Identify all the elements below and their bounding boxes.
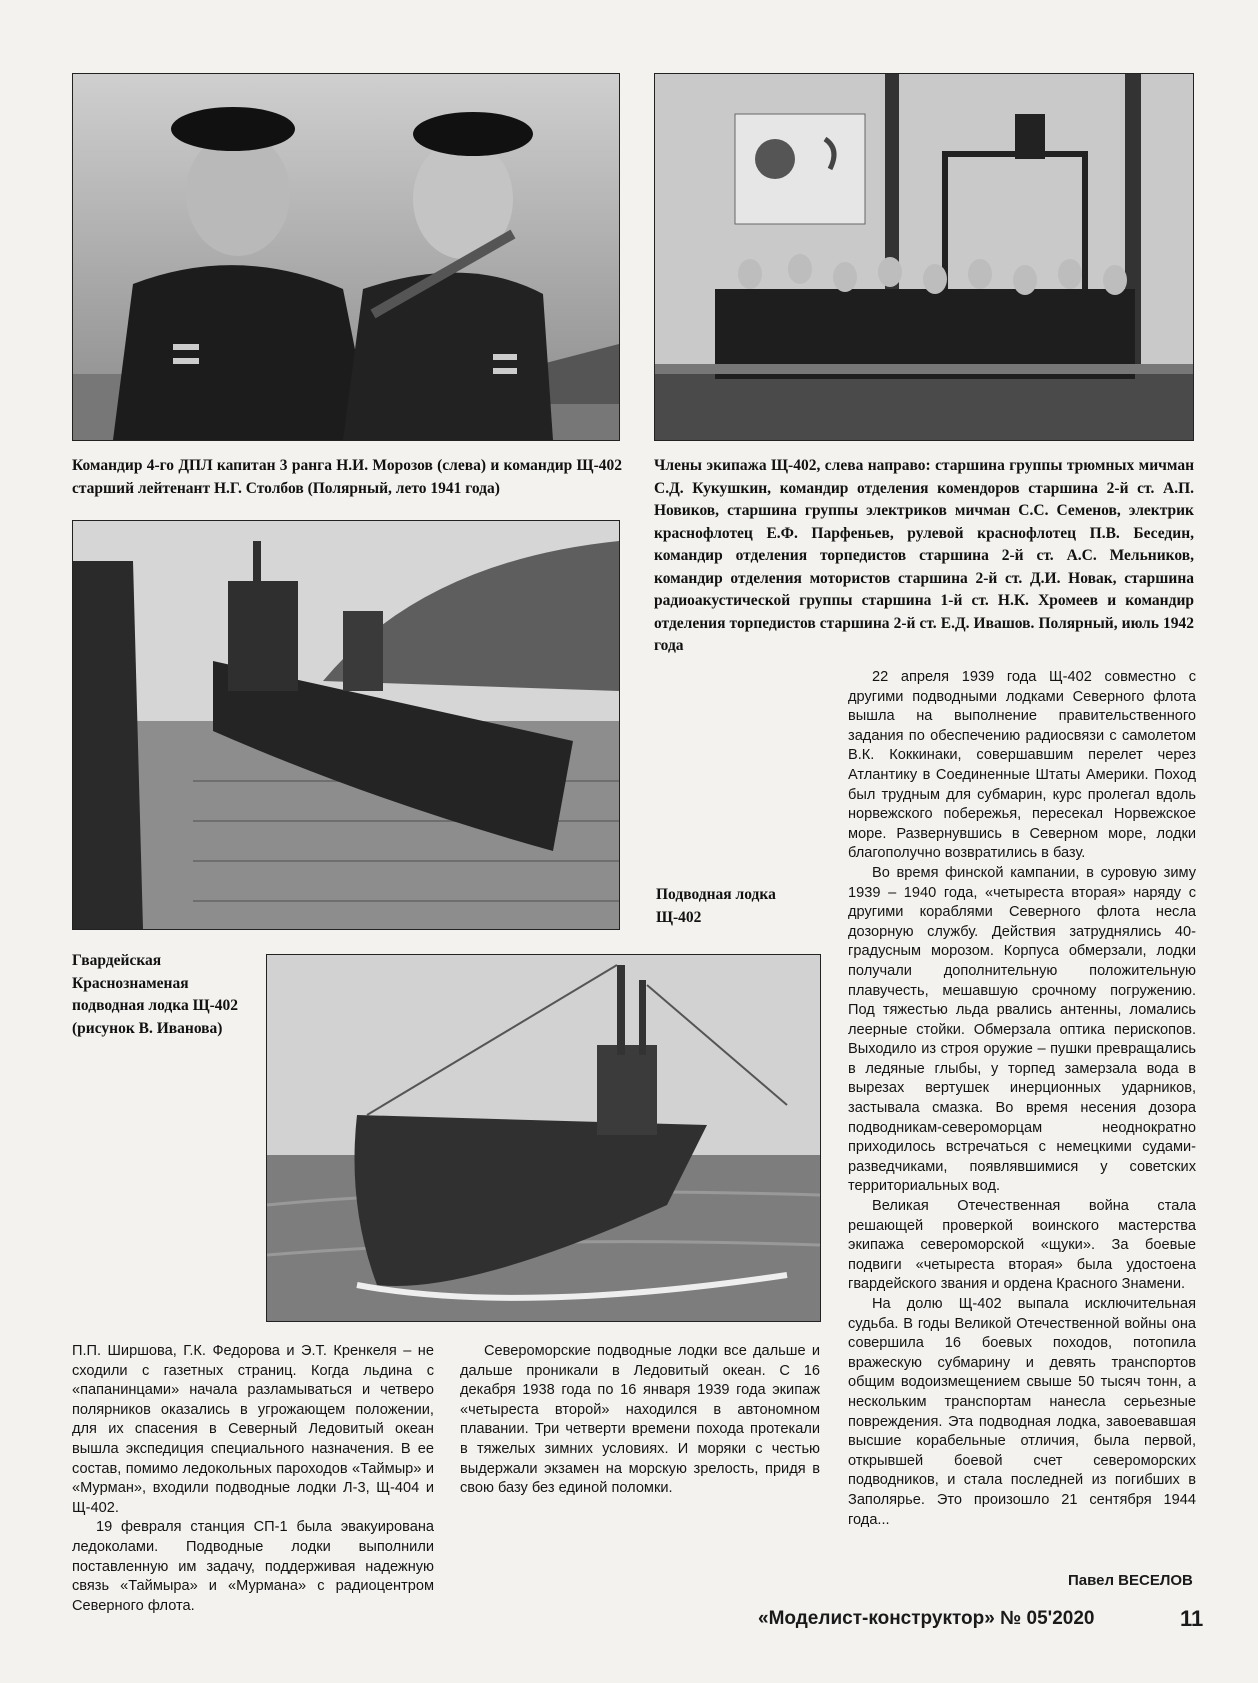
paragraph: 19 февраля станция СП-1 была эвакуирована ледоколами. Подводные лодки выполнили поставленную им задачу, поддерживая надежную связь «Таймыра» и «Мурмана» с радиоцентром Северного флота.	[72, 1519, 434, 1614]
paragraph: П.П. Ширшова, Г.К. Федорова и Э.Т. Кренкеля – не сходили с газетных страниц. Когда льдина с «папанинцами» начала разламываться и четверо полярников оказались в угрожающем положении, для их спасения в Северный Ледовитый океан вышла экспедиция специального назначения. В ее состав, помимо ледокольных пароходов «Таймыр» и «Мурман», входили подводные лодки Л-3, Щ-404 и Щ-402.	[72, 1343, 434, 1516]
article-middle-column	[460, 1342, 820, 1499]
photo-officers	[72, 73, 620, 441]
paragraph: 22 апреля 1939 года Щ-402 совместно с другими подводными лодками Северного флота вышла на выполнение правительственного задания по обеспечению радиосвязи с самолетом В.К. Коккинаки, совершавшим перелет через Атлантику в Соединенные Штаты Америки. Поход был трудным для субмарин, курс пролегал вдоль норвежского побережья, пересекал Норвежское море. Развернувшись в Северном море, лодки благополучно возвратились в базу.	[848, 669, 1196, 862]
caption-photo-officers: Командир 4-го ДПЛ капитан 3 ранга Н.И. Морозов (слева) и командир Щ-402 старший лейтенант Н.Г. Столбов (Полярный, лето 1941 года)	[72, 457, 622, 497]
paragraph: Во время финской кампании, в суровую зиму 1939 – 1940 года, «четыреста вторая» наряду с другими кораблями Северного флота несла дозорную службу. Действия затруднялись 40-градусным морозом. Корпуса обмерзали, лодки получали дополнительную положительную плавучесть, мешавшую срочному погружению. Под тяжестью льда рвались антенны, ломались леерные стойки. Обмерзала оптика перископов. Выходило из строя оружие – пушки превращались в ледяные глыбы, у торпед замерзала вода в вырезах вертушек инерционных ударников, застывала смазка. Во время несения дозора подводникам-североморцам неоднократно приходилось встречаться с немецкими судами-разведчиками, появлявшимися у советских территориальных вод.	[848, 864, 1196, 1195]
photo-submarine-pier	[72, 520, 620, 930]
caption-photo-crew: Члены экипажа Щ-402, слева направо: старшина группы трюмных мичман С.Д. Кукушкин, командир отделения комендоров старшина 2-й ст. А.П. Новиков, старшина группы электриков мичман С.С. Семенов, электрик краснофлотец Е.Ф. Парфеньев, рулевой краснофлотец П.В. Беседин, командир отделения торпедистов старшина 2-й ст. А.С. Мельников, командир отделения мотористов старшина 2-й ст. Д.И. Новак, старшина радиоакустической группы старшина 1-й ст. Н.К. Хромеев и командир отделения торпедистов старшина 2-й ст. Е.Д. Ивашов. Полярный, июль 1942 года	[654, 457, 1194, 654]
magazine-footer: «Моделист-конструктор» № 05'2020	[758, 1608, 1095, 1629]
caption-drawing: Гвардейская Краснознаменая подводная лодка Щ-402 (рисунок В. Иванова)	[72, 952, 239, 1037]
paragraph: На долю Щ-402 выпала исключительная судьба. В годы Великой Отечественной войны она совершила 16 боевых походов, потопила вражескую субмарину и девять транспортов общим водоизмещением свыше 50 тысяч тонн, а нескольким транспортам нанесла серьезные повреждения. Эта подводная лодка, завоевавшая высшие корабельные отличия, была первой, открывшей боевой счет североморских подводников, и стала последней из погибших в Заполярье. Это произошло 21 сентября 1944 года...	[848, 1296, 1196, 1528]
drawing-submarine-sea	[266, 954, 821, 1322]
page-number: 11	[1180, 1606, 1204, 1631]
paragraph: Североморские подводные лодки все дальше и дальше проникали в Ледовитый океан. С 16 декабря 1938 года по 16 января 1939 года экипаж «четыреста второй» находился в автономном плавании. Три четверти времени похода протекали в тяжелых зимних условиях. И моряки с честью выдержали экзамен на морскую зрелость, придя в свою базу без единой поломки.	[460, 1343, 820, 1497]
caption-photo-submarine: Подводная лодка Щ-402	[656, 886, 776, 926]
article-right-column	[848, 668, 1196, 1530]
photo-crew	[654, 73, 1194, 441]
author-signature: Павел ВЕСЕЛОВ	[1068, 1572, 1193, 1589]
paragraph: Великая Отечественная война стала решающей проверкой воинского мастерства экипажа североморской «щуки». За боевые подвиги «четыреста вторая» была удостоена гвардейского звания и ордена Красного Знамени.	[848, 1198, 1196, 1293]
article-left-column	[72, 1342, 434, 1616]
